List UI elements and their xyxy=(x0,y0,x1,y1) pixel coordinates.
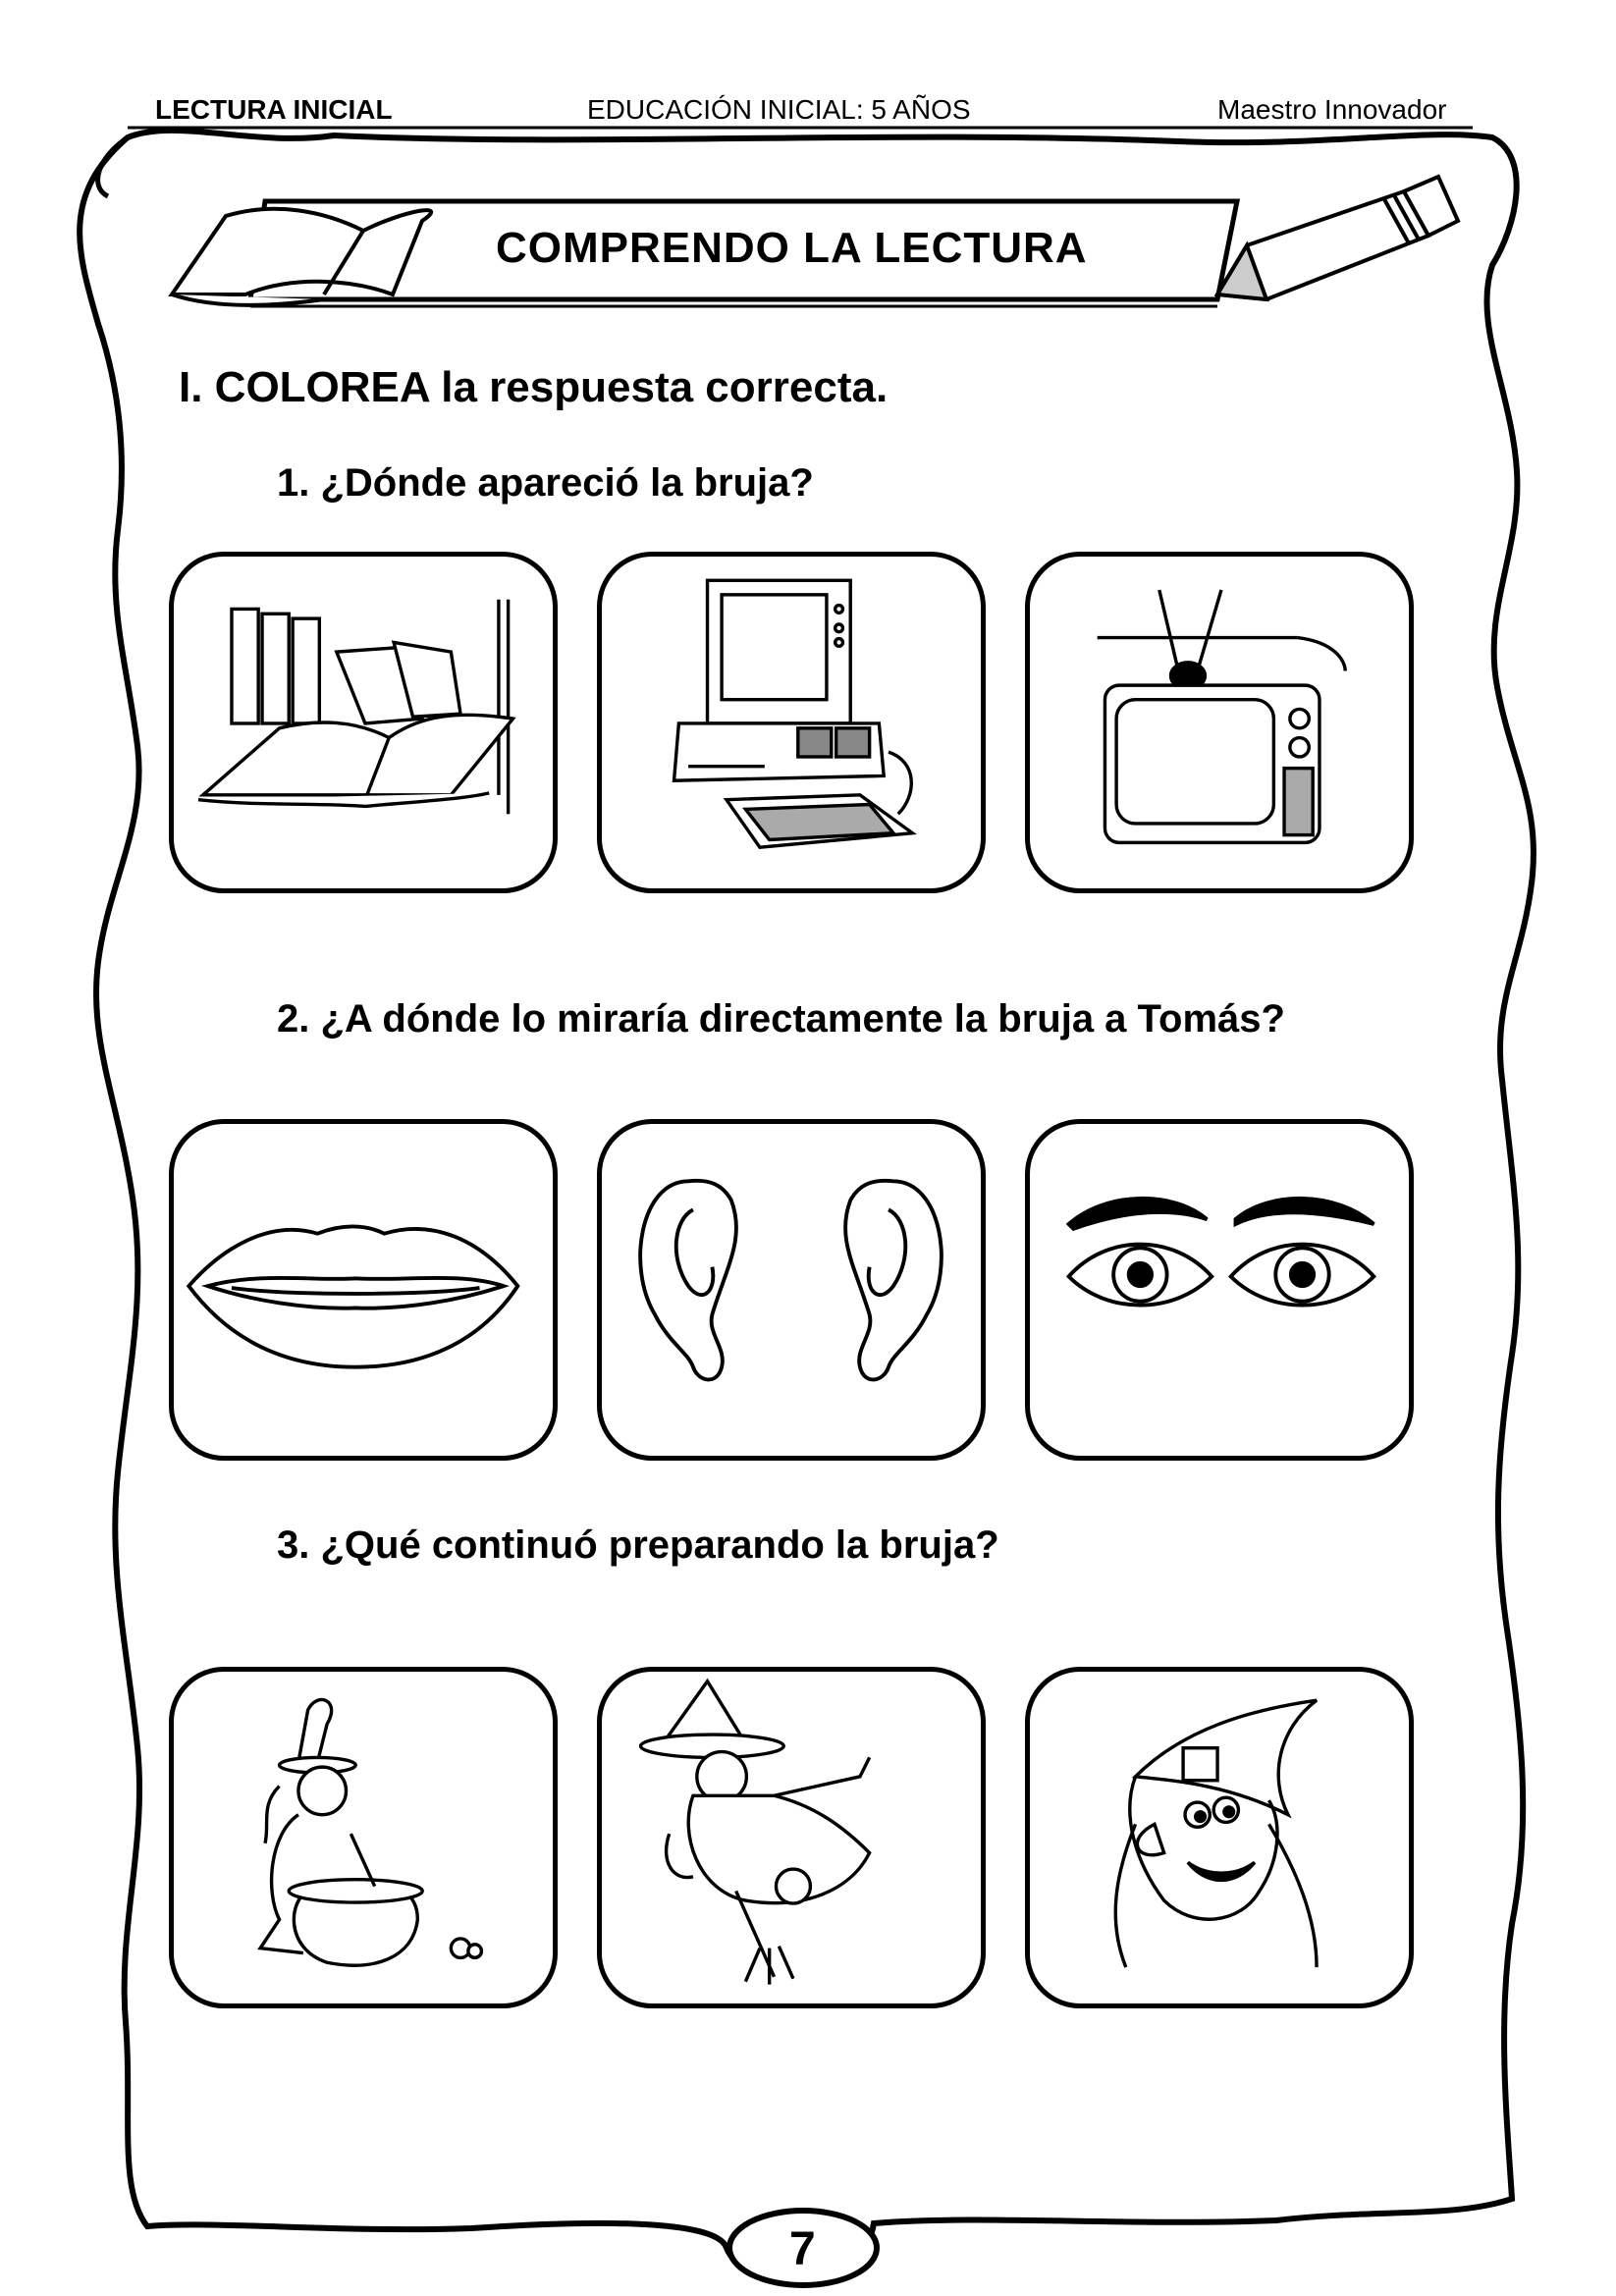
instruction: I. COLOREA la respuesta correcta. xyxy=(179,363,889,411)
header-left: LECTURA INICIAL xyxy=(155,94,393,125)
question-2: 2. ¿A dónde lo miraría directamente la bruja a Tomás? xyxy=(277,997,1285,1041)
option-3b-witch-broom[interactable] xyxy=(597,1667,986,2008)
page-title: COMPRENDO LA LECTURA xyxy=(496,224,1088,272)
page-number: 7 xyxy=(789,2223,816,2275)
witch-broom-icon xyxy=(602,1672,981,2003)
pencil-icon xyxy=(1217,177,1458,299)
eyes-icon xyxy=(1030,1124,1409,1456)
witch-face-icon xyxy=(1030,1672,1409,2003)
ears-icon xyxy=(602,1124,981,1456)
computer-icon xyxy=(602,557,981,888)
option-1c-television[interactable] xyxy=(1025,552,1414,893)
book-icon xyxy=(174,557,553,888)
header-center: EDUCACIÓN INICIAL: 5 AÑOS xyxy=(587,94,971,125)
option-2b-ears[interactable] xyxy=(597,1119,986,1461)
option-3c-witch-face[interactable] xyxy=(1025,1667,1414,2008)
option-2c-eyes[interactable] xyxy=(1025,1119,1414,1461)
witch-cauldron-icon xyxy=(174,1672,553,2003)
option-2a-mouth[interactable] xyxy=(169,1119,558,1461)
mouth-icon xyxy=(174,1124,553,1456)
question-1: 1. ¿Dónde apareció la bruja? xyxy=(277,461,814,505)
option-3a-witch-cauldron[interactable] xyxy=(169,1667,558,2008)
question-3: 3. ¿Qué continuó preparando la bruja? xyxy=(277,1523,999,1567)
television-icon xyxy=(1030,557,1409,888)
header-right: Maestro Innovador xyxy=(1217,94,1447,125)
option-1b-computer[interactable] xyxy=(597,552,986,893)
option-1a-book[interactable] xyxy=(169,552,558,893)
